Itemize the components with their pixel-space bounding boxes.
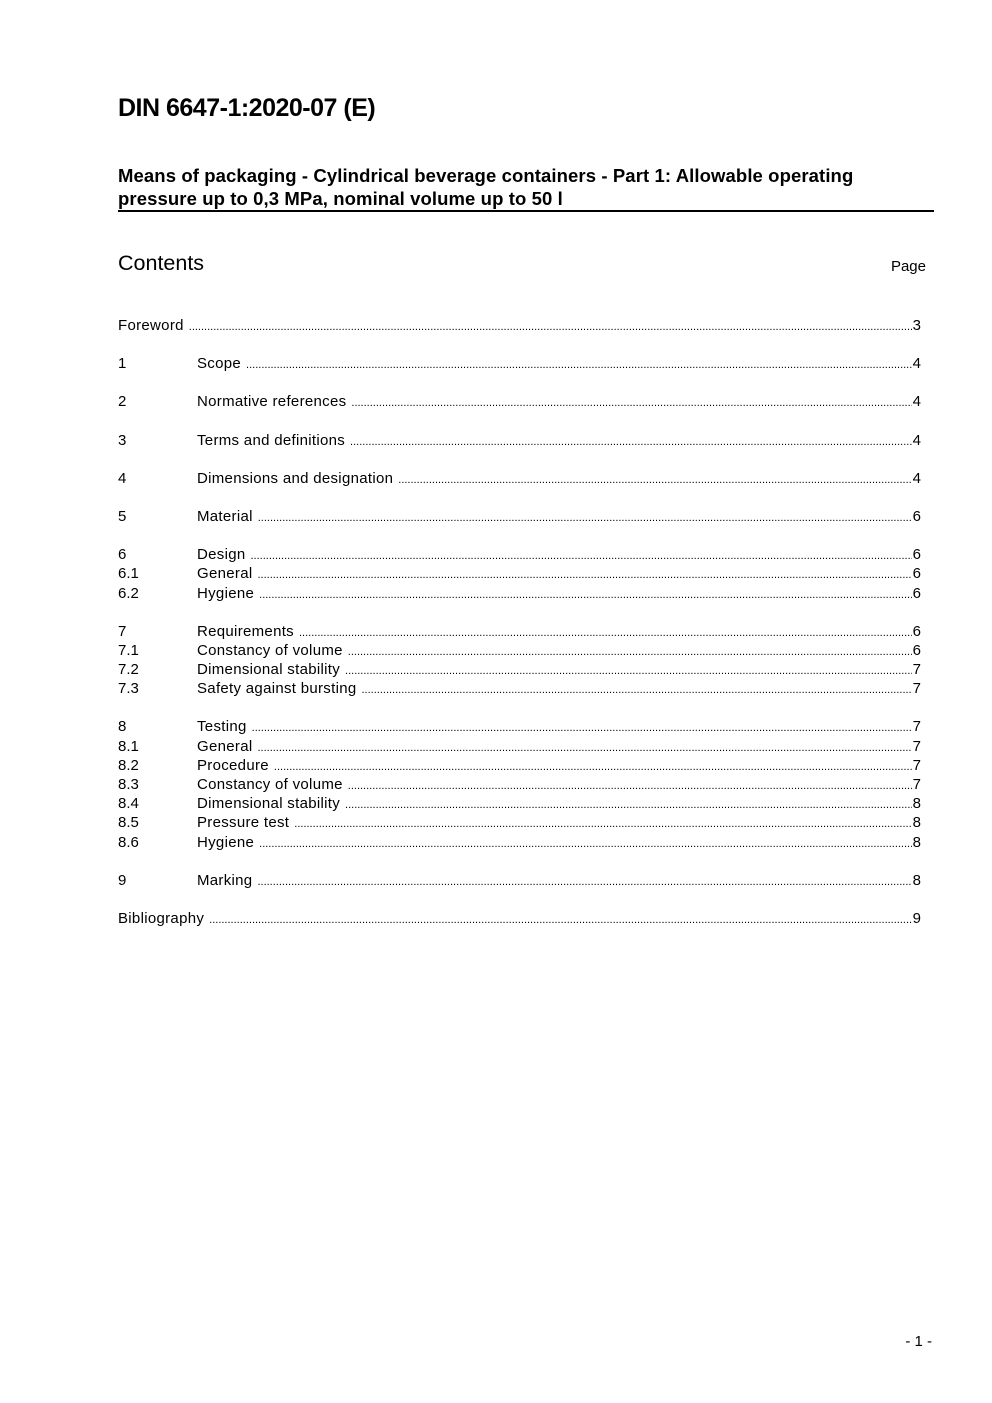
- toc-entry-page: 7: [912, 756, 921, 774]
- toc-entry-page: 7: [912, 776, 921, 793]
- toc-entry-page: 7: [912, 718, 921, 736]
- table-of-contents: [118, 316, 921, 928]
- toc-entry-label: Constancy of volume: [197, 641, 343, 659]
- toc-leader-dots: [299, 624, 912, 643]
- toc-entry-page: 4: [912, 355, 921, 373]
- page-column-heading: Page: [890, 258, 926, 275]
- toc-leader-dots: [350, 433, 912, 452]
- toc-entry-number: 8.3: [118, 776, 139, 793]
- toc-entry-testing-dimensional-stability[interactable]: [118, 794, 921, 813]
- toc-entry-number: 7.2: [118, 661, 139, 679]
- toc-entry-page: 6: [912, 507, 921, 525]
- document-id: DIN 6647-1:2020-07 (E): [118, 94, 376, 122]
- toc-entry-material[interactable]: [118, 507, 921, 526]
- toc-entry-label: General: [197, 737, 253, 755]
- toc-leader-dots: [257, 739, 911, 758]
- toc-entry-label: Procedure: [197, 756, 269, 774]
- toc-entry-label: Material: [197, 507, 253, 525]
- toc-entry-number: 7.3: [118, 680, 139, 698]
- toc-entry-number: 9: [118, 871, 127, 889]
- toc-entry-page: 8: [912, 833, 921, 851]
- toc-entry-page: 8: [912, 814, 921, 832]
- toc-entry-label: Pressure test: [197, 814, 290, 832]
- toc-entry-design-general[interactable]: [118, 564, 921, 583]
- toc-entry-terms-and-definitions[interactable]: [118, 431, 921, 450]
- toc-leader-dots: [209, 911, 912, 930]
- toc-entry-page: 6: [912, 622, 921, 640]
- toc-entry-number: 8.2: [118, 756, 139, 774]
- toc-entry-page: 6: [912, 641, 921, 659]
- toc-entry-number: 1: [118, 355, 127, 373]
- toc-entry-number: 8.1: [118, 737, 139, 755]
- toc-entry-label: General: [197, 565, 253, 583]
- toc-entry-dimensions-and-designation[interactable]: [118, 469, 921, 488]
- toc-entry-page: 4: [912, 469, 921, 487]
- toc-entry-normative-references[interactable]: [118, 392, 921, 411]
- toc-entry-design-hygiene[interactable]: [118, 584, 921, 603]
- toc-entry-number: 4: [118, 469, 127, 487]
- toc-entry-number: 3: [118, 431, 127, 449]
- toc-leader-dots: [345, 796, 912, 815]
- toc-entry-marking[interactable]: [118, 871, 921, 890]
- toc-leader-dots: [345, 662, 912, 681]
- toc-entry-page: 7: [912, 680, 921, 698]
- toc-entry-number: 8.5: [118, 814, 139, 832]
- toc-entry-page: 6: [912, 565, 921, 583]
- toc-entry-design[interactable]: [118, 545, 921, 564]
- toc-entry-number: 5: [118, 507, 127, 525]
- toc-entry-number: 8.6: [118, 833, 139, 851]
- toc-leader-dots: [362, 681, 912, 700]
- contents-heading: Contents: [118, 251, 205, 275]
- toc-leader-dots: [258, 509, 912, 528]
- toc-entry-bibliography[interactable]: [118, 909, 921, 928]
- toc-leader-dots: [189, 318, 912, 337]
- toc-leader-dots: [294, 815, 911, 834]
- toc-entry-label: Bibliography: [118, 909, 205, 927]
- toc-entry-label: Hygiene: [197, 833, 255, 851]
- toc-leader-dots: [251, 547, 912, 566]
- toc-entry-number: 6.2: [118, 584, 139, 602]
- toc-leader-dots: [259, 586, 912, 605]
- toc-entry-label: Constancy of volume: [197, 776, 343, 793]
- toc-entry-label: Scope: [197, 355, 242, 373]
- toc-entry-number: 2: [118, 393, 127, 411]
- toc-entry-page: 7: [912, 737, 921, 755]
- toc-entry-label: Dimensional stability: [197, 795, 341, 813]
- toc-entry-pressure-test[interactable]: [118, 813, 921, 832]
- toc-entry-requirements-dimensional-stability[interactable]: [118, 660, 921, 679]
- toc-entry-testing-procedure[interactable]: [118, 756, 921, 775]
- toc-entry-safety-against-bursting[interactable]: [118, 679, 921, 698]
- toc-entry-label: Requirements: [197, 622, 294, 640]
- toc-entry-scope[interactable]: [118, 354, 921, 373]
- toc-entry-page: 3: [912, 317, 921, 334]
- toc-entry-page: 6: [912, 546, 921, 564]
- toc-entry-page: 8: [912, 795, 921, 813]
- toc-entry-number: 7: [118, 622, 127, 640]
- toc-entry-page: 8: [912, 871, 921, 889]
- toc-entry-page: 6: [912, 584, 921, 602]
- document-title: Means of packaging - Cylindrical beverage containers - Part 1: Allowable operating pressure up to 0,3 MPa, nominal volume up to 50 l: [118, 165, 854, 209]
- toc-entry-testing-hygiene[interactable]: [118, 833, 921, 852]
- toc-entry-label: Dimensional stability: [197, 661, 341, 679]
- toc-entry-label: Testing: [197, 718, 247, 736]
- toc-entry-page: 7: [912, 661, 921, 679]
- toc-entry-label: Design: [197, 546, 246, 564]
- toc-entry-page: 4: [912, 393, 921, 411]
- toc-leader-dots: [348, 643, 912, 662]
- toc-entry-number: 8.4: [118, 795, 139, 813]
- toc-entry-requirements[interactable]: [118, 622, 921, 641]
- toc-entry-number: 7.1: [118, 641, 139, 659]
- toc-leader-dots: [274, 758, 912, 777]
- toc-entry-label: Safety against bursting: [197, 680, 357, 698]
- toc-leader-dots: [252, 719, 912, 738]
- toc-leader-dots: [348, 777, 912, 796]
- toc-leader-dots: [351, 394, 911, 413]
- title-underline: [118, 210, 934, 212]
- toc-leader-dots: [259, 835, 912, 854]
- toc-leader-dots: [246, 356, 912, 375]
- toc-entry-testing[interactable]: [118, 717, 921, 736]
- toc-entry-label: Terms and definitions: [197, 431, 346, 449]
- toc-entry-testing-general[interactable]: [118, 737, 921, 756]
- toc-leader-dots: [398, 471, 911, 490]
- toc-entry-page: 4: [912, 431, 921, 449]
- page-number: - 1 -: [905, 1333, 932, 1350]
- toc-entry-label: Foreword: [118, 317, 184, 334]
- toc-leader-dots: [257, 566, 911, 585]
- toc-entry-label: Marking: [197, 871, 253, 889]
- toc-entry-page: 9: [912, 909, 921, 927]
- toc-leader-dots: [257, 873, 911, 892]
- toc-entry-number: 6: [118, 546, 127, 564]
- toc-entry-number: 8: [118, 718, 127, 736]
- toc-entry-label: Normative references: [197, 393, 347, 411]
- toc-entry-foreword[interactable]: [118, 316, 921, 335]
- toc-entry-number: 6.1: [118, 565, 139, 583]
- toc-entry-requirements-constancy-of-volume[interactable]: [118, 641, 921, 660]
- toc-entry-label: Hygiene: [197, 584, 255, 602]
- toc-entry-testing-constancy-of-volume[interactable]: [118, 775, 921, 794]
- toc-entry-label: Dimensions and designation: [197, 469, 394, 487]
